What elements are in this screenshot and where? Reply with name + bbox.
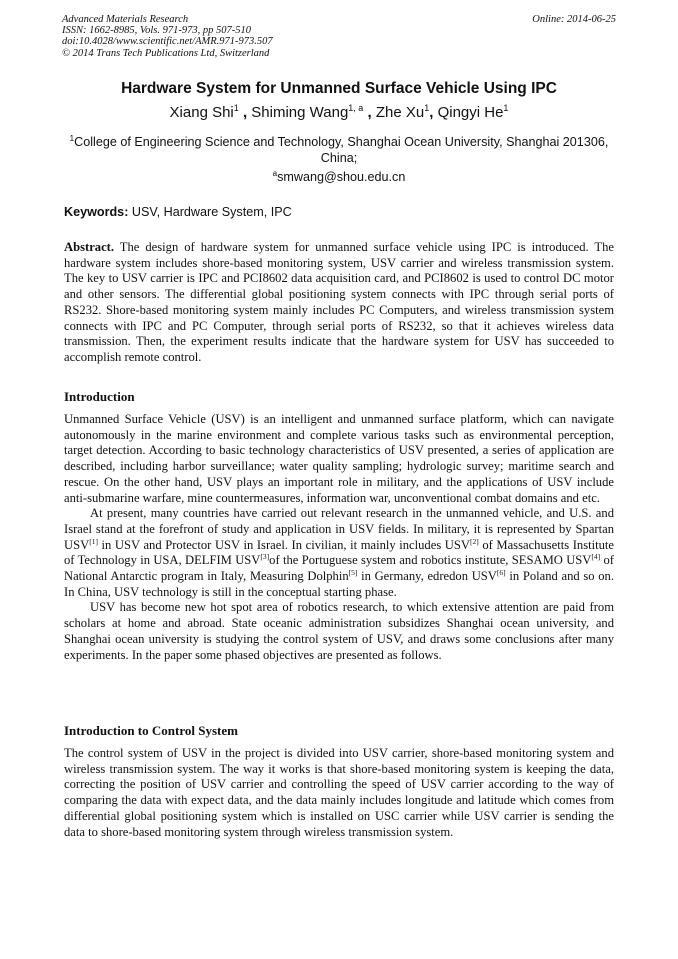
control-system-body: [64, 746, 614, 840]
page-header: [62, 14, 616, 59]
author-affiliation-mark: 1: [503, 103, 509, 113]
journal-name: Advanced Materials Research: [62, 14, 189, 25]
author-affiliation-mark: 1: [424, 103, 430, 113]
paragraph: USV has become new hot spot area of robotics research, to which extensive attention are paid from scholars at home and abroad. State oceanic administration subsidizes Shanghai ocean university, and Shanghai ocean university is studying the control system of USV, and draws some conclusions after many experiments. In the paper some phased objectives are presented as follows.: [64, 600, 614, 662]
email-mark: a: [272, 169, 278, 178]
abstract: [64, 240, 614, 366]
citation-ref: [2]: [470, 536, 479, 546]
citation-ref: [6]: [496, 567, 506, 577]
citation-ref: [1]: [89, 536, 98, 546]
author-name: Qingyi He: [437, 104, 504, 121]
affiliation-mark: 1: [69, 134, 75, 143]
section-heading-control-system: Introduction to Control System: [64, 723, 238, 738]
online-date: Online: 2014-06-25: [532, 14, 616, 25]
copyright-line: © 2014 Trans Tech Publications Ltd, Switzerland: [62, 47, 270, 59]
paragraph: Unmanned Surface Vehicle (USV) is an intelligent and unmanned surface platform, which can navigate autonomously in the marine environment and complete various tasks such as environmental perception, target detection. According to basic technology characteristics of USV presented, a series of application are described, including harbor surveillance; water quality sampling; hydrologic survey; maritime search and rescue. On the other hand, USV plays an important role in military, and the applications of USV include anti-submarine warfare, mine countermeasures, information war, unconventional combat domains and etc.: [64, 412, 614, 505]
keywords-text: USV, Hardware System, IPC: [131, 205, 292, 219]
author-email: [0, 169, 678, 184]
doi-line: doi:10.4028/www.scientific.net/AMR.971-973.507: [62, 36, 273, 48]
paragraph: At present, many countries have carried out relevant research in the unmanned vehicle, and U.S. and Israel stand at the forefront of study and application in USV fields. In military, it is represented by Spartan USV[1] in USV and Protector USV in Israel. In civilian, it mainly includes USV[2] of Massachusetts Institute of Technology in USA, DELFIM USV[3]of the Portuguese system and robotics institute, SESAMO USV[4] of National Antarctic program in Italy, Measuring Dolphin[5] in Germany, edredon USV[6] in Poland and so on. In China, USV technology is still in the conceptual starting phase.: [64, 506, 614, 599]
author-name: Xiang Shi: [169, 104, 234, 121]
affiliation: [64, 131, 614, 166]
author-affiliation-mark: 1, a: [348, 103, 364, 113]
abstract-text: The design of hardware system for unmanned surface vehicle using IPC is introduced. The hardware system includes shore-based monitoring system, USV carrier and wireless transmission system. The key to USV carrier is IPC and PCI8602 data acquisition card, and PCI8602 is used to control DC motor and other sensors. The differential global positioning system connects with IPC through serial ports of RS232. Shore-based monitoring system mainly includes PC Computers, and wireless transmission system connects with IPC and PC Computer, through serial ports of RS232, so that it achieves wireless data transmission. Then, the experiment results indicate that the hardware system for USV has succeeded to accomplish remote control.: [64, 240, 615, 364]
introduction-body: [64, 412, 614, 663]
abstract-label: Abstract.: [64, 240, 115, 254]
citation-ref: [3]: [260, 552, 270, 562]
author-name: Zhe Xu: [375, 104, 425, 121]
author-list: Xiang Shi$^1$ , Shiming Wang$^{1, a}$ , Zhe Xu$^1$, Qingyi He$^1$: [169, 103, 509, 121]
keywords: [64, 205, 292, 219]
issn-line: ISSN: 1662-8985, Vols. 971-973, pp 507-510: [62, 25, 251, 37]
citation-ref: [4]: [591, 552, 601, 562]
email-address: smwang@shou.edu.cn: [277, 170, 406, 185]
affiliation-text: College of Engineering Science and Technology, Shanghai Ocean University, Shanghai 201306, China;: [74, 135, 609, 165]
keywords-label: Keywords:: [64, 205, 129, 219]
section-heading-introduction: Introduction: [64, 389, 135, 404]
citation-ref: [5]: [348, 567, 358, 577]
paper-title: Hardware System for Unmanned Surface Vehicle Using IPC: [121, 80, 557, 97]
author-affiliation-mark: 1: [233, 103, 239, 113]
paragraph: The control system of USV in the project is divided into USV carrier, shore-based monitoring system and wireless transmission system. The way it works is that shore-based monitoring system is keeping the data, correcting the position of USV carrier and controlling the speed of USV carrier according to the way of comparing the data with expect data, and the data mainly includes longitude and latitude which comes from differential global positioning system which is installed on USC carrier while USV carrier is sending the data to shore-based monitoring system through wireless transmission system.: [64, 746, 614, 839]
author-name: Shiming Wang: [251, 104, 349, 121]
